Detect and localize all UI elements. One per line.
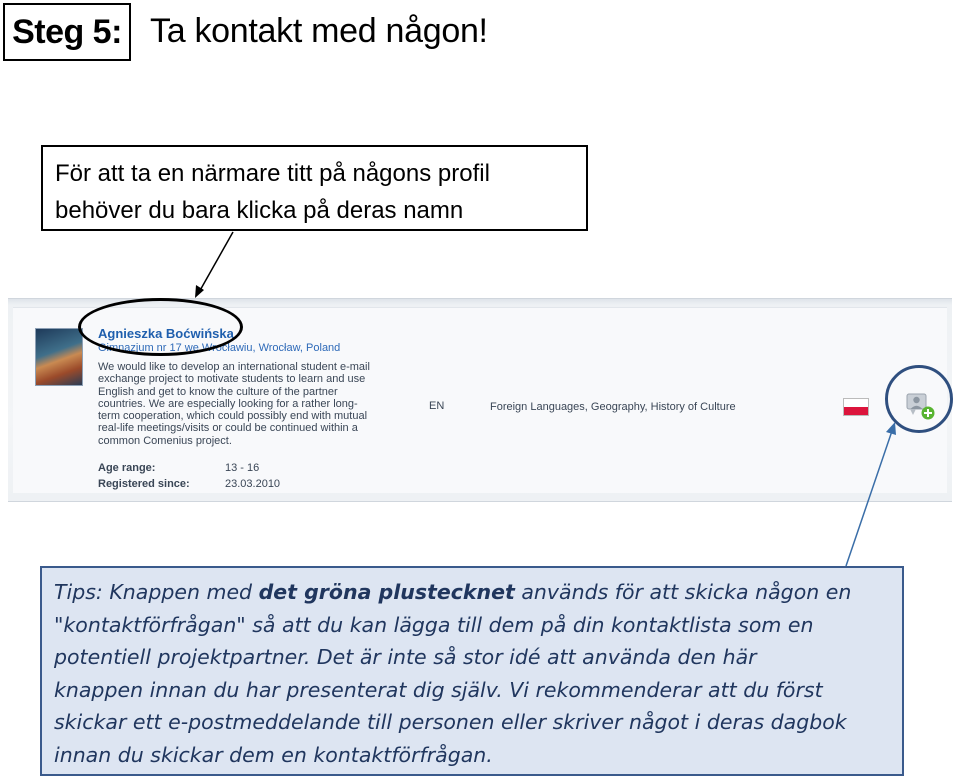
subjects: Foreign Languages, Geography, History of Culture [490, 401, 736, 413]
description-line: English and get to know the culture of the partner [98, 385, 338, 398]
tips-line: "kontaktförfrågan" så att du kan lägga till dem på din kontaktlista som en [54, 612, 814, 637]
tips-line1-rest: används för att skicka någon en [514, 580, 852, 604]
tips-prefix: Tips: Knappen med [54, 580, 259, 604]
age-range-label: Age range: [98, 462, 156, 474]
arrow-to-name [198, 232, 233, 294]
language-code: EN [429, 400, 445, 412]
step-label: Steg 5: [3, 3, 131, 61]
tips-line: knappen innan du har presenterat dig själv. Vi rekommenderar att du först [54, 677, 823, 702]
description-line: We would like to develop an international student e-mail [98, 361, 370, 373]
callout-profile-hint [41, 145, 588, 231]
age-range-value: 13 - 16 [225, 462, 260, 474]
add-contact-icon[interactable] [906, 393, 936, 421]
description-line: real-life meetings/visits or could be continued within a [98, 422, 358, 435]
profile-name-link[interactable]: Agnieszka Boćwińska [98, 326, 234, 341]
description-line: term cooperation, which could possibly end with mutual [98, 410, 368, 423]
profile-screenshot [8, 298, 952, 502]
tips-line: potentiell projektpartner. Det är inte så stor idé att använda den här [54, 645, 757, 669]
tips-line: innan du skickar dem en kontaktförfrågan. [54, 742, 493, 767]
profile-meta-labels [98, 460, 190, 492]
registered-label: Registered since: [98, 478, 190, 490]
tips-box [40, 566, 904, 776]
avatar[interactable] [35, 328, 83, 386]
profile-row [13, 307, 947, 493]
description-line: exchange project to motivate students to learn and use [98, 373, 366, 386]
description-line: countries. We are especially looking for a rather long- [98, 397, 358, 410]
callout-line-1: För att ta en närmare titt på någons profil [55, 160, 490, 187]
poland-flag-icon [843, 398, 869, 416]
tips-bold: det gröna plustecknet [258, 580, 515, 604]
profile-description [98, 361, 398, 447]
registered-value: 23.03.2010 [225, 478, 281, 490]
profile-school-link[interactable]: Gimnazjum nr 17 we Wrocławiu, Wrocław, Poland [98, 342, 341, 354]
profile-meta-values [225, 460, 280, 492]
description-line: common Comenius project. [98, 434, 232, 447]
arrow-to-name-head [195, 285, 204, 298]
callout-line-2: behöver du bara klicka på deras namn [55, 197, 464, 224]
step-title: Ta kontakt med någon! [150, 12, 488, 50]
tips-line: skickar ett e-postmeddelande till personen eller skriver något i deras dagbok [54, 710, 847, 734]
tips-line-1 [54, 576, 890, 609]
